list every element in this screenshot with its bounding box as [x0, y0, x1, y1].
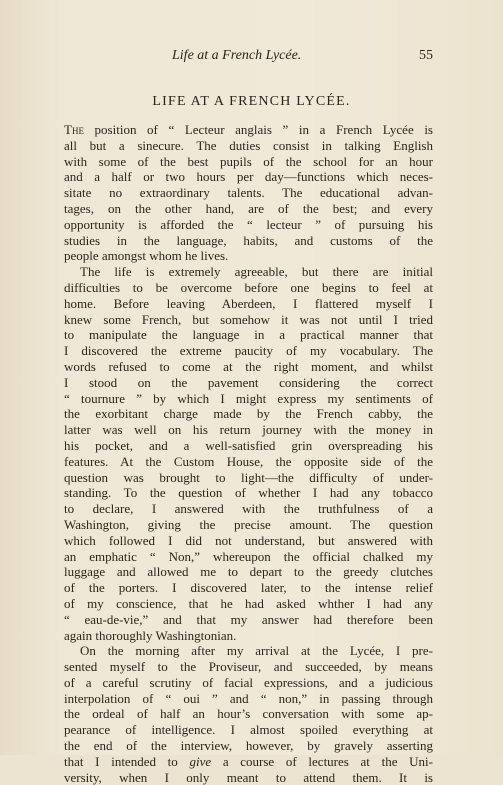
text-line: standing. To the question of whether I had any tobacco: [64, 485, 433, 501]
chapter-title: LIFE AT A FRENCH LYCÉE.: [152, 94, 351, 109]
body-text: [64, 122, 433, 785]
text-line: versity, when I only meant to attend them. It is: [64, 769, 433, 785]
text-line: I stood on the pavement considering the correct: [64, 374, 433, 390]
text-line: which followed I did not understand, but answered with: [64, 532, 433, 548]
text-line: of a careful scrutiny of facial expressions, and a judicious: [64, 674, 433, 690]
text-line: opportunity is afforded the “ lecteur ” of pursuing his: [64, 216, 433, 232]
drop-word: The: [64, 122, 84, 137]
running-title: Life at a French Lycée.: [172, 48, 302, 63]
text-line: “ eau-de-vie,” and that my answer had therefore been: [64, 611, 433, 627]
text-line: pearance of intelligence. I almost spoiled everything at: [64, 722, 433, 738]
text-line: the ordeal of half an hour’s conversation with some ap-: [64, 706, 433, 722]
text-line: with some of the best pupils of the school for an hour: [64, 153, 433, 169]
text-line: The life is extremely agreeable, but there are initial: [80, 264, 433, 280]
text-line: question was brought to light—the difficulty of under-: [64, 469, 433, 485]
text-line: luggage and allowed me to depart to the greedy clutches: [64, 564, 433, 580]
text-line: the end of the interview, however, by gravely asserting: [64, 738, 433, 754]
text-line: again thoroughly Washingtonian.: [64, 627, 237, 643]
text-line: studies in the language, habits, and customs of the: [64, 232, 433, 248]
text-line: knew some French, but somehow it was not until I tried: [64, 311, 433, 327]
text-line: and a half or two hours per day—functions which neces-: [64, 169, 433, 185]
text-line: sitate no extraordinary talents. The educational advan-: [64, 185, 433, 201]
running-head: [64, 48, 433, 68]
text-line: to declare, I answered with the truthfulness of a: [64, 501, 433, 517]
text-line: “ tournure ” by which I might express my sentiments of: [64, 390, 433, 406]
text-line: Washington, giving the precise amount. The question: [64, 516, 433, 532]
text-line: words refused to come at the right moment, and whilst: [64, 358, 433, 374]
text-line: of the porters. I discovered later, to the intense relief: [64, 580, 433, 596]
text-line: of my conscience, that he had asked whther I had any: [64, 595, 433, 611]
text-line: people amongst whom he lives.: [64, 248, 229, 264]
text-line: features. At the Custom House, the opposite side of the: [64, 453, 433, 469]
text-line: The position of “ Lecteur anglais ” in a French Lycée is: [64, 122, 433, 137]
text-line: difficulties to be overcome before one begins to feel at: [64, 279, 433, 295]
italic-word: give: [189, 753, 212, 769]
text-line: tages, on the other hand, are of the best; and every: [64, 200, 433, 216]
text-line: that I intended to give a course of lectures at the Uni-: [64, 753, 433, 769]
text-line: interpolation of “ oui ” and “ non,” in passing through: [64, 690, 433, 706]
text-line: an emphatic “ Non,” whereupon the official chalked my: [64, 548, 433, 564]
text-line: I discovered the extreme paucity of my vocabulary. The: [64, 343, 433, 359]
text-line: his pocket, and a well-satisfied grin overspreading his: [64, 437, 433, 453]
text-line: latter was well on his return journey with the money in: [64, 422, 433, 438]
text-line: to manipulate the language in a practical manner that: [64, 327, 433, 343]
text-line: sented myself to the Proviseur, and succeeded, by means: [64, 659, 433, 675]
page-number: 55: [419, 48, 433, 63]
text-line: all but a sinecure. The duties consist in talking English: [64, 137, 433, 153]
text-line: home. Before leaving Aberdeen, I flattered myself I: [64, 295, 433, 311]
text-line: the exorbitant charge made by the French cabby, the: [64, 406, 433, 422]
text-line: On the morning after my arrival at the Lycée, I pre-: [80, 643, 433, 659]
